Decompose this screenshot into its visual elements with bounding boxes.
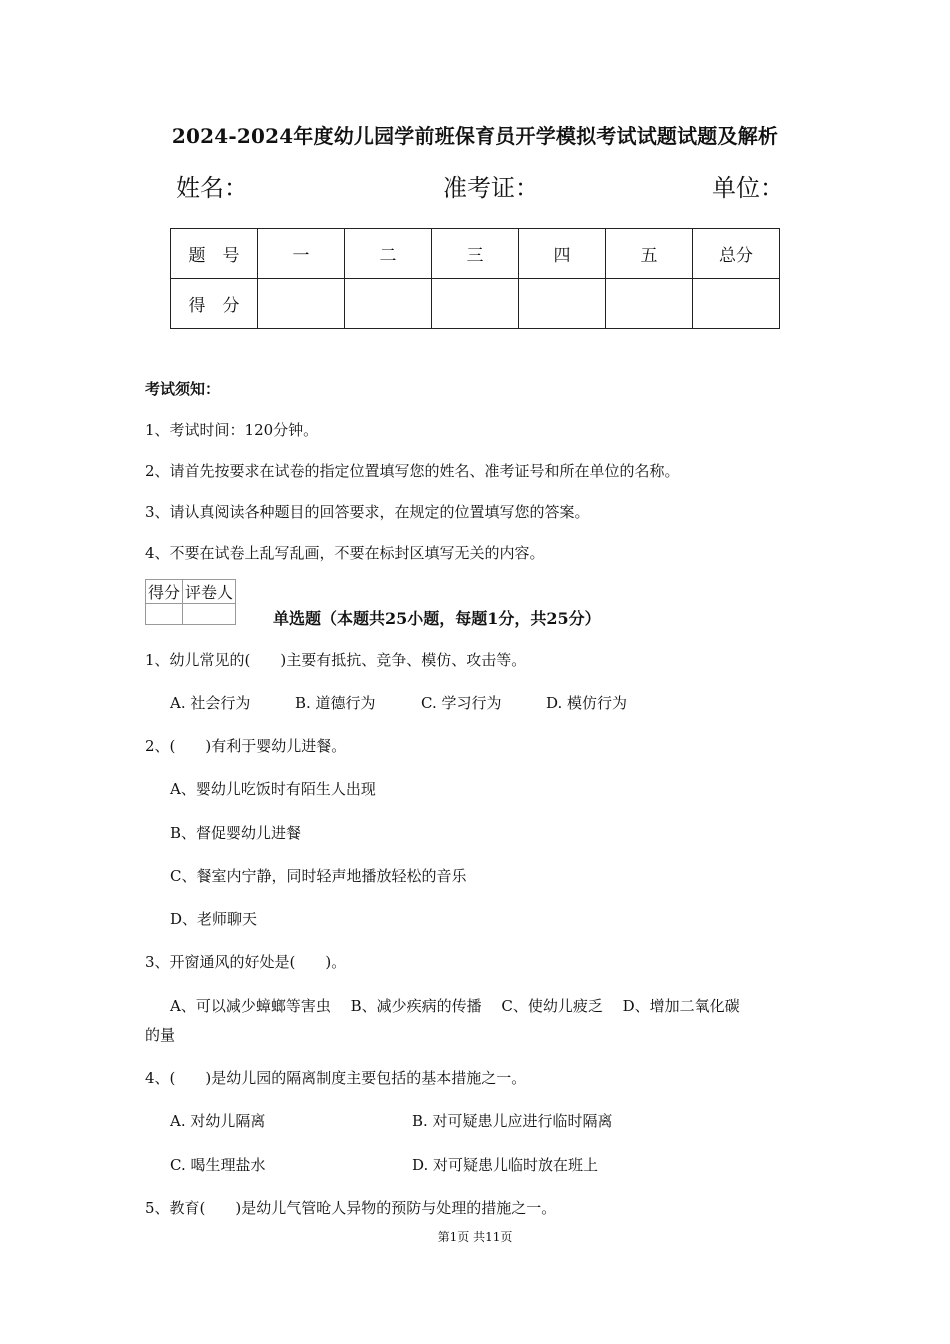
score-entry-cell: [606, 279, 693, 329]
question-option: A、婴幼儿吃饭时有陌生人出现: [170, 780, 376, 798]
score-entry-cell: [345, 279, 432, 329]
exam-id-field-label: 准考证：: [443, 174, 539, 202]
unit-field-label: 单位：: [712, 174, 784, 202]
score-table-cell: 总分: [693, 229, 780, 279]
question-option: D. 模仿行为: [546, 694, 628, 712]
score-entry-cell: [432, 279, 519, 329]
grader-box: [145, 579, 236, 625]
score-entry-cell: [258, 279, 345, 329]
question-option: C、餐室内宁静，同时轻声地播放轻松的音乐: [170, 867, 467, 885]
score-table-cell: 一: [258, 229, 345, 279]
notice-heading: 考试须知：: [145, 380, 221, 398]
score-table-score-row: [171, 279, 780, 329]
score-table-header-row: [171, 229, 780, 279]
question-stem: 1、幼儿常见的( )主要有抵抗、竞争、模仿、攻击等。: [145, 651, 527, 669]
question-stem: 4、( )是幼儿园的隔离制度主要包括的基本措施之一。: [145, 1069, 527, 1087]
exam-title: 2024-2024年度幼儿园学前班保育员开学模拟考试试题试题及解析: [171, 124, 779, 148]
question-option: B. 道德行为: [295, 694, 376, 712]
score-row-label: 得 分: [171, 279, 258, 329]
score-table-cell: 二: [345, 229, 432, 279]
question-option: D. 对可疑患儿临时放在班上: [412, 1156, 599, 1174]
score-table-cell: 五: [606, 229, 693, 279]
question-option: C. 学习行为: [421, 694, 502, 712]
score-table-cell: 四: [519, 229, 606, 279]
notice-item: 2、请首先按要求在试卷的指定位置填写您的姓名、准考证号和所在单位的名称。: [145, 462, 680, 480]
score-table-cell: 三: [432, 229, 519, 279]
question-option: B. 对可疑患儿应进行临时隔离: [412, 1112, 613, 1130]
score-entry-cell: [519, 279, 606, 329]
question-options-line: 的量: [145, 1026, 176, 1044]
notice-item: 3、请认真阅读各种题目的回答要求，在规定的位置填写您的答案。: [145, 503, 590, 521]
score-entry-cell: [693, 279, 780, 329]
question-option: C. 喝生理盐水: [170, 1156, 266, 1174]
score-table-cell: 题 号: [171, 229, 258, 279]
grader-score-cell: [146, 604, 183, 625]
grader-score-label: 得分: [146, 580, 183, 604]
notice-item: 1、考试时间：120分钟。: [145, 421, 319, 439]
grader-name-label: 评卷人: [183, 580, 236, 604]
notice-item: 4、不要在试卷上乱写乱画，不要在标封区填写无关的内容。: [145, 544, 545, 562]
score-table: [170, 228, 780, 329]
question-option: A. 社会行为: [170, 694, 251, 712]
question-option: B、督促婴幼儿进餐: [170, 824, 302, 842]
question-options-line: A、可以减少蟑螂等害虫 B、减少疾病的传播 C、使幼儿疲乏 D、增加二氧化碳: [170, 997, 740, 1015]
question-option: D、老师聊天: [170, 910, 258, 928]
name-field-label: 姓名：: [176, 174, 248, 202]
question-option: A. 对幼儿隔离: [170, 1112, 266, 1130]
section-title: 单选题（本题共25小题，每题1分，共25分）: [273, 609, 601, 628]
question-stem: 2、( )有利于婴幼儿进餐。: [145, 737, 347, 755]
question-stem: 3、开窗通风的好处是( )。: [145, 953, 347, 971]
page-footer: 第1页 共11页: [437, 1230, 513, 1244]
question-stem: 5、教育( )是幼儿气管呛人异物的预防与处理的措施之一。: [145, 1199, 557, 1217]
grader-name-cell: [183, 604, 236, 625]
